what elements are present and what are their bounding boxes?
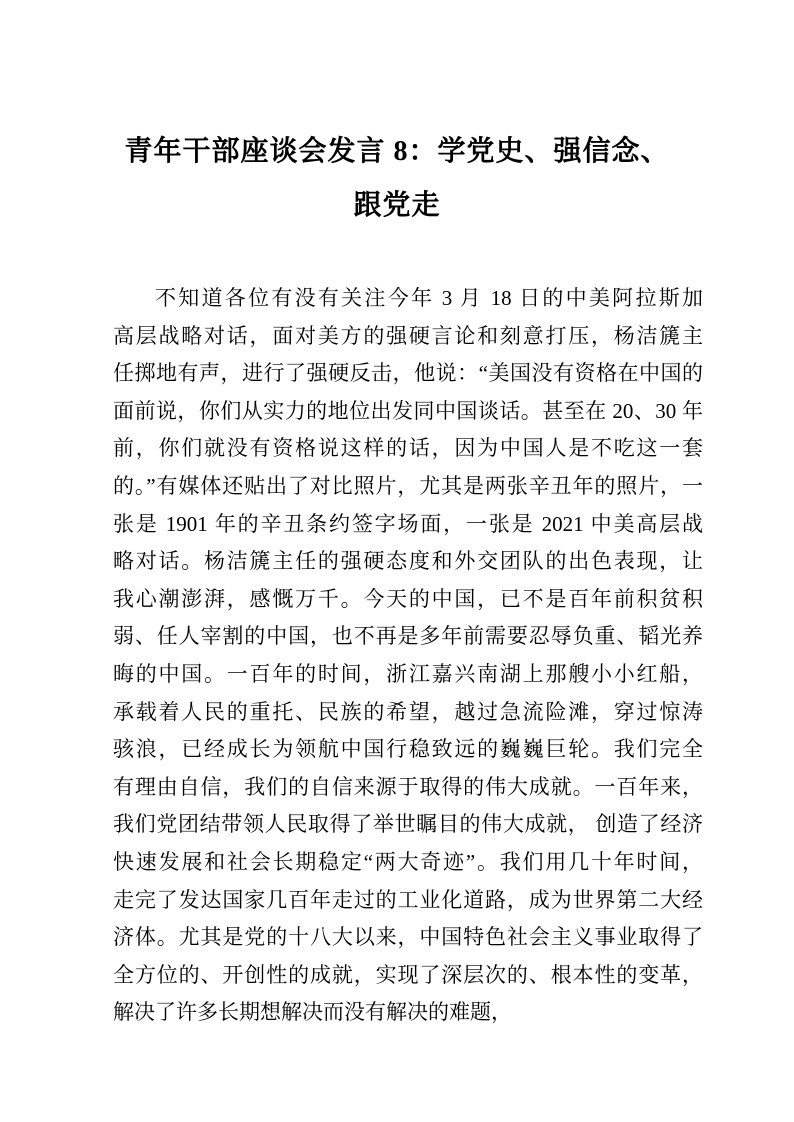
text-line: 高层战略对话，面对美方的强硬言论和刻意打压，杨洁篪主 (113, 323, 703, 348)
text-line: 任掷地有声，进行了强硬反击，他说：“美国没有资格在中国的 (113, 361, 703, 386)
text-line: 解决了许多长期想解决而没有解决的难题， (113, 1000, 512, 1025)
text-line: 前，你们就没有资格说这样的话，因为中国人是不吃这一套 (113, 436, 703, 461)
text-line: 晦的中国。一百年的时间，浙江嘉兴南湖上那艘小小红船， (113, 661, 703, 686)
text-line: 弱、任人宰割的中国，也不再是多年前需要忍辱负重、韬光养 (113, 624, 703, 649)
text-line: 我们党团结带领人民取得了举世瞩目的伟大成就， 创造了经济 (113, 812, 703, 837)
text-line: 略对话。杨洁篪主任的强硬态度和外交团队的出色表现，让 (113, 549, 703, 574)
body-paragraph (113, 280, 703, 1032)
text-line: 快速发展和社会长期稳定“两大奇迹”。我们用几十年时间， (113, 849, 703, 874)
text-line: 我心潮澎湃，感慨万千。今天的中国，已不是百年前积贫积 (113, 586, 703, 611)
text-line: 张是 1901 年的辛丑条约签字场面，一张是 2021 中美高层战 (113, 511, 703, 536)
title-line-1: 青年干部座谈会发言 8：学党史、强信念、 (124, 136, 670, 167)
title-line-2: 跟党走 (353, 190, 441, 221)
document-title (40, 125, 754, 233)
text-line: 面前说，你们从实力的地位出发同中国谈话。甚至在 20、30 年 (113, 398, 703, 423)
text-line: 不知道各位有没有关注今年 3 月 18 日的中美阿拉斯加 (155, 286, 703, 310)
text-line: 全方位的、开创性的成就，实现了深层次的、根本性的变革， (113, 962, 703, 987)
text-line: 济体。尤其是党的十八大以来，中国特色社会主义事业取得了 (113, 925, 703, 950)
text-line: 的。”有媒体还贴出了对比照片，尤其是两张辛丑年的照片，一 (113, 473, 703, 498)
text-line: 骇浪，已经成长为领航中国行稳致远的巍巍巨轮。我们完全 (113, 737, 703, 762)
text-line: 有理由自信，我们的自信来源于取得的伟大成就。一百年来， (113, 774, 703, 799)
text-line: 走完了发达国家几百年走过的工业化道路，成为世界第二大经 (113, 887, 703, 912)
text-line: 承载着人民的重托、民族的希望，越过急流险滩，穿过惊涛 (113, 699, 703, 724)
